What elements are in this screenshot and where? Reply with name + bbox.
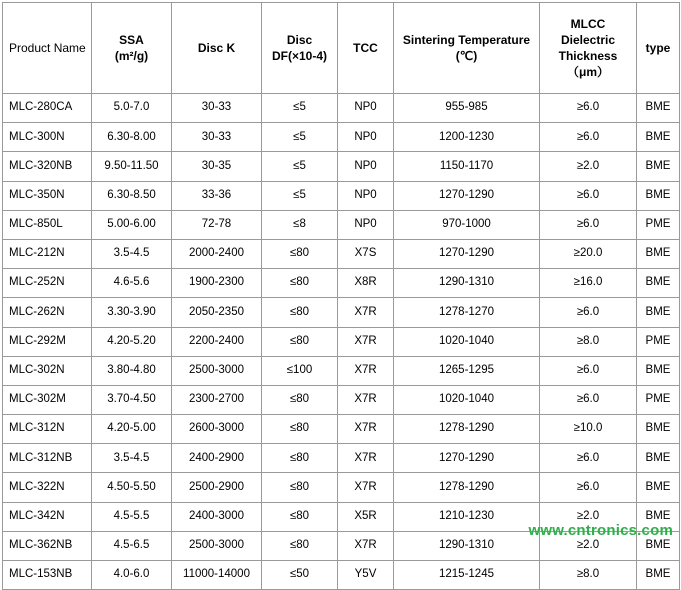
table-cell: 1020-1040	[394, 327, 540, 356]
table-cell: NP0	[338, 94, 394, 123]
table-cell: 1290-1310	[394, 531, 540, 560]
table-cell: 1270-1290	[394, 239, 540, 268]
table-cell: BME	[637, 531, 680, 560]
cell-product-name: MLC-850L	[3, 210, 92, 239]
table-cell: ≤80	[262, 269, 338, 298]
table-header	[3, 3, 680, 94]
table-cell: 1150-1170	[394, 152, 540, 181]
table-cell: ≤8	[262, 210, 338, 239]
header-unit-ssa: (m²/g)	[114, 49, 149, 63]
table-row	[3, 298, 680, 327]
table-row	[3, 327, 680, 356]
table-cell: ≤80	[262, 415, 338, 444]
header-row	[3, 3, 680, 94]
table-cell: 30-33	[172, 94, 262, 123]
table-cell: BME	[637, 298, 680, 327]
table-cell: 1200-1230	[394, 123, 540, 152]
table-cell: ≥20.0	[540, 239, 637, 268]
table-cell: ≤80	[262, 327, 338, 356]
table-cell: X7R	[338, 356, 394, 385]
table-cell: 5.00-6.00	[92, 210, 172, 239]
cell-product-name: MLC-302M	[3, 385, 92, 414]
table-cell: 72-78	[172, 210, 262, 239]
cell-product-name: MLC-292M	[3, 327, 92, 356]
table-cell: ≥6.0	[540, 444, 637, 473]
column-header-product-name	[3, 3, 92, 94]
table-cell: 1278-1270	[394, 298, 540, 327]
table-cell: ≤5	[262, 94, 338, 123]
table-cell: 1270-1290	[394, 181, 540, 210]
table-cell: 1290-1310	[394, 269, 540, 298]
table-cell: ≥6.0	[540, 356, 637, 385]
table-row	[3, 561, 680, 590]
table-cell: BME	[637, 239, 680, 268]
table-cell: 3.5-4.5	[92, 444, 172, 473]
cell-product-name: MLC-252N	[3, 269, 92, 298]
table-cell: 3.70-4.50	[92, 385, 172, 414]
table-row	[3, 444, 680, 473]
cell-product-name: MLC-350N	[3, 181, 92, 210]
table-cell: PME	[637, 210, 680, 239]
table-cell: NP0	[338, 210, 394, 239]
header-label-type: type	[645, 40, 671, 55]
table-cell: ≥6.0	[540, 181, 637, 210]
table-cell: 1278-1290	[394, 473, 540, 502]
header-label-tcc: TCC	[353, 40, 378, 55]
column-header-type	[637, 3, 680, 94]
cell-product-name: MLC-280CA	[3, 94, 92, 123]
watermark: www.cntronics.com	[528, 522, 673, 539]
table-cell: 30-35	[172, 152, 262, 181]
cell-product-name: MLC-312N	[3, 415, 92, 444]
table-cell: ≤80	[262, 444, 338, 473]
table-cell: ≤100	[262, 356, 338, 385]
table-row	[3, 356, 680, 385]
table-cell: 4.0-6.0	[92, 561, 172, 590]
table-cell: NP0	[338, 181, 394, 210]
table-row	[3, 415, 680, 444]
table-cell: ≥2.0	[540, 531, 637, 560]
table-cell: 970-1000	[394, 210, 540, 239]
table-cell: 3.80-4.80	[92, 356, 172, 385]
table-cell: 3.5-4.5	[92, 239, 172, 268]
table-cell: 30-33	[172, 123, 262, 152]
column-header-disc-df	[262, 3, 338, 94]
table-cell: 955-985	[394, 94, 540, 123]
header-label-disc-df: Disc DF(×10-4)	[271, 32, 327, 63]
table-cell: ≤50	[262, 561, 338, 590]
table-cell: ≥16.0	[540, 269, 637, 298]
table-cell: 1270-1290	[394, 444, 540, 473]
table-cell: ≥8.0	[540, 327, 637, 356]
table-cell: ≤80	[262, 502, 338, 531]
table-cell: PME	[637, 385, 680, 414]
table-cell: ≥2.0	[540, 502, 637, 531]
table-cell: 2500-3000	[172, 531, 262, 560]
table-cell: X7R	[338, 385, 394, 414]
table-cell: BME	[637, 356, 680, 385]
column-header-ssa	[92, 3, 172, 94]
column-header-tcc	[338, 3, 394, 94]
table-cell: 2600-3000	[172, 415, 262, 444]
table-cell: X7S	[338, 239, 394, 268]
table-cell: 1020-1040	[394, 385, 540, 414]
table-cell: BME	[637, 415, 680, 444]
header-label-disc-k: Disc K	[197, 40, 236, 55]
table-cell: ≥6.0	[540, 298, 637, 327]
spec-table-page	[0, 2, 681, 581]
table-row	[3, 210, 680, 239]
table-cell: ≥6.0	[540, 210, 637, 239]
table-cell: X5R	[338, 502, 394, 531]
table-cell: 9.50-11.50	[92, 152, 172, 181]
cell-product-name: MLC-342N	[3, 502, 92, 531]
cell-product-name: MLC-262N	[3, 298, 92, 327]
table-cell: 2200-2400	[172, 327, 262, 356]
table-row	[3, 152, 680, 181]
material-spec-table	[2, 2, 680, 590]
table-cell: X8R	[338, 269, 394, 298]
table-cell: ≥6.0	[540, 94, 637, 123]
table-cell: PME	[637, 327, 680, 356]
table-row	[3, 531, 680, 560]
table-cell: ≥6.0	[540, 473, 637, 502]
table-cell: ≥6.0	[540, 123, 637, 152]
table-row	[3, 123, 680, 152]
table-cell: NP0	[338, 152, 394, 181]
table-cell: BME	[637, 269, 680, 298]
column-header-mlcc-dielectric-thickness	[540, 3, 637, 94]
table-cell: 2400-3000	[172, 502, 262, 531]
table-cell: X7R	[338, 298, 394, 327]
cell-product-name: MLC-362NB	[3, 531, 92, 560]
table-cell: 4.5-6.5	[92, 531, 172, 560]
table-cell: ≤80	[262, 239, 338, 268]
table-cell: X7R	[338, 327, 394, 356]
cell-product-name: MLC-312NB	[3, 444, 92, 473]
table-cell: BME	[637, 152, 680, 181]
table-cell: BME	[637, 561, 680, 590]
table-cell: 2500-3000	[172, 356, 262, 385]
table-row	[3, 502, 680, 531]
cell-product-name: MLC-302N	[3, 356, 92, 385]
table-row	[3, 181, 680, 210]
cell-product-name: MLC-320NB	[3, 152, 92, 181]
column-header-disc-k	[172, 3, 262, 94]
table-cell: ≥2.0	[540, 152, 637, 181]
table-cell: 5.0-7.0	[92, 94, 172, 123]
table-cell: BME	[637, 94, 680, 123]
table-cell: 2400-2900	[172, 444, 262, 473]
table-row	[3, 239, 680, 268]
table-cell: 4.5-5.5	[92, 502, 172, 531]
table-cell: 11000-14000	[172, 561, 262, 590]
table-row	[3, 269, 680, 298]
cell-product-name: MLC-300N	[3, 123, 92, 152]
table-cell: 4.6-5.6	[92, 269, 172, 298]
header-unit-sintering-temperature: (℃)	[455, 49, 478, 63]
table-cell: BME	[637, 444, 680, 473]
table-cell: ≤80	[262, 531, 338, 560]
table-cell: 1210-1230	[394, 502, 540, 531]
table-cell: ≤5	[262, 123, 338, 152]
header-unit-mlcc-dielectric-thickness: （μm）	[566, 65, 609, 80]
table-cell: X7R	[338, 444, 394, 473]
table-cell: BME	[637, 123, 680, 152]
table-cell: ≥6.0	[540, 385, 637, 414]
table-cell: X7R	[338, 473, 394, 502]
column-header-sintering-temperature	[394, 3, 540, 94]
table-cell: ≤80	[262, 473, 338, 502]
table-cell: 1278-1290	[394, 415, 540, 444]
cell-product-name: MLC-212N	[3, 239, 92, 268]
table-row	[3, 473, 680, 502]
table-cell: ≥10.0	[540, 415, 637, 444]
header-label-product-name: Product Name	[9, 40, 86, 55]
table-cell: BME	[637, 181, 680, 210]
table-cell: 2500-2900	[172, 473, 262, 502]
table-cell: ≤5	[262, 181, 338, 210]
table-cell: 6.30-8.00	[92, 123, 172, 152]
table-cell: 2000-2400	[172, 239, 262, 268]
table-cell: 4.20-5.00	[92, 415, 172, 444]
cell-product-name: MLC-322N	[3, 473, 92, 502]
table-cell: 1215-1245	[394, 561, 540, 590]
cell-product-name: MLC-153NB	[3, 561, 92, 590]
table-cell: 1900-2300	[172, 269, 262, 298]
table-body	[3, 94, 680, 590]
header-label-sintering-temperature: Sintering Temperature	[402, 32, 531, 47]
table-cell: X7R	[338, 415, 394, 444]
table-cell: 6.30-8.50	[92, 181, 172, 210]
header-label-ssa: SSA	[119, 32, 144, 47]
table-cell: ≤80	[262, 298, 338, 327]
table-cell: 2050-2350	[172, 298, 262, 327]
table-cell: 33-36	[172, 181, 262, 210]
table-cell: Y5V	[338, 561, 394, 590]
table-cell: 4.20-5.20	[92, 327, 172, 356]
table-cell: 1265-1295	[394, 356, 540, 385]
table-cell: 4.50-5.50	[92, 473, 172, 502]
table-cell: X7R	[338, 531, 394, 560]
table-row	[3, 385, 680, 414]
table-cell: NP0	[338, 123, 394, 152]
table-row	[3, 94, 680, 123]
header-label-mlcc-dielectric-thickness: MLCC Dielectric Thickness	[558, 16, 618, 63]
table-cell: 2300-2700	[172, 385, 262, 414]
table-cell: ≥8.0	[540, 561, 637, 590]
table-cell: BME	[637, 473, 680, 502]
table-cell: ≤5	[262, 152, 338, 181]
table-cell: ≤80	[262, 385, 338, 414]
table-cell: BME	[637, 502, 680, 531]
table-cell: 3.30-3.90	[92, 298, 172, 327]
